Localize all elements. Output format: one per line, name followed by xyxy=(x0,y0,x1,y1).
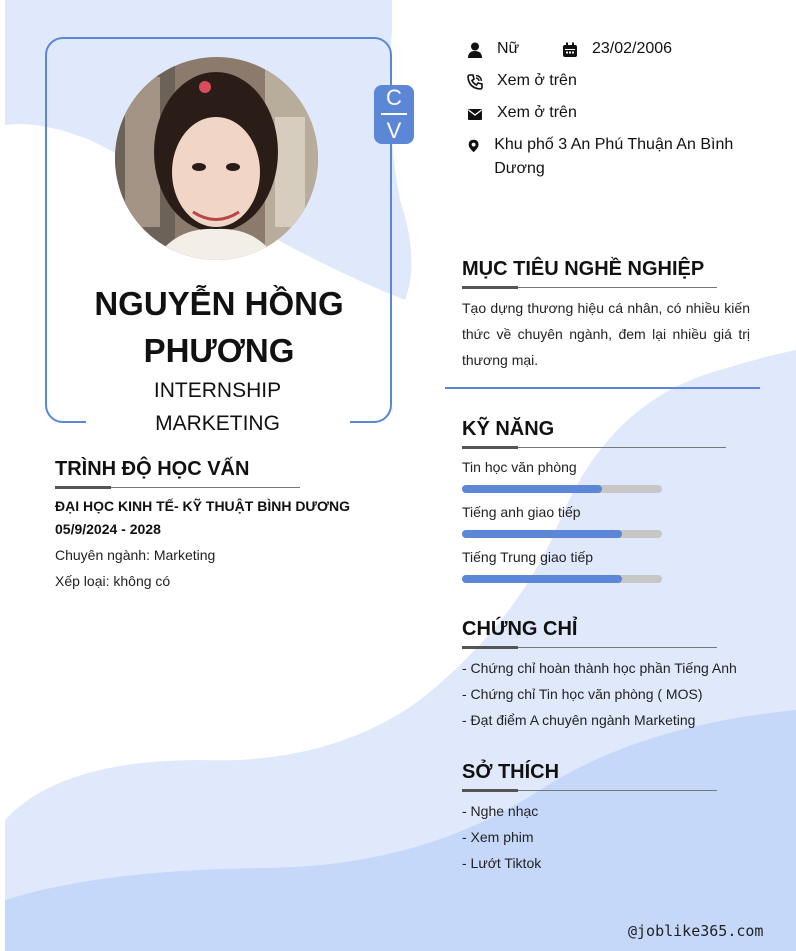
education-school: ĐẠI HỌC KINH TẾ- KỸ THUẬT BÌNH DƯƠNG xyxy=(55,498,350,514)
skill-bar-fill xyxy=(462,530,622,538)
contact-address xyxy=(467,136,737,181)
phone-icon xyxy=(467,74,483,90)
cv-badge-divider xyxy=(381,113,407,115)
education-period: 05/9/2024 - 2028 xyxy=(55,521,161,537)
list-item: - Nghe nhạc xyxy=(462,803,539,819)
objective-text: Tạo dựng thương hiệu cá nhân, có nhiều kiến thức về chuyên ngành, đem lại nhiều giá trị thương mại. xyxy=(462,300,750,368)
location-pin-icon xyxy=(467,138,480,154)
contact-gender xyxy=(467,40,519,61)
section-divider xyxy=(445,387,760,389)
list-item: - Đạt điểm A chuyên ngành Marketing xyxy=(462,712,696,728)
objective-rule xyxy=(462,286,717,289)
certificates-title: CHỨNG CHỈ xyxy=(462,618,578,640)
list-item: - Lướt Tiktok xyxy=(462,855,542,871)
skill-bar-fill xyxy=(462,575,622,583)
list-item: - Xem phim xyxy=(462,829,534,845)
list-item: - Chứng chỉ Tin học văn phòng ( MOS) xyxy=(462,686,703,702)
skill-bar-fill xyxy=(462,485,602,493)
skill-label: Tiếng Trung giao tiếp xyxy=(462,549,594,565)
skill-item xyxy=(462,549,662,583)
gender-value: Nữ xyxy=(497,40,520,57)
education-major: Chuyên ngành: Marketing xyxy=(55,547,216,563)
education-title: TRÌNH ĐỘ HỌC VẤN xyxy=(55,458,250,480)
certificates-list xyxy=(462,655,762,733)
phone-value: Xem ở trên xyxy=(497,72,577,89)
skills-rule xyxy=(462,446,726,449)
avatar xyxy=(115,57,318,260)
email-value: Xem ở trên xyxy=(497,104,577,121)
profile-role: INTERNSHIP MARKETING xyxy=(153,379,282,435)
cv-badge-bottom: V xyxy=(386,118,402,143)
education-block xyxy=(55,493,395,594)
skills-title: KỸ NĂNG xyxy=(462,418,555,440)
skill-item xyxy=(462,504,662,538)
footer-watermark: @joblike365.com xyxy=(628,922,764,940)
mail-icon xyxy=(467,106,483,122)
address-value: Khu phố 3 An Phú Thuận An Bình Dương xyxy=(494,136,734,177)
hobbies-title: SỞ THÍCH xyxy=(462,761,560,783)
contact-email xyxy=(467,104,577,125)
education-rule xyxy=(55,486,300,489)
hobbies-list xyxy=(462,798,742,876)
skill-bar xyxy=(462,530,662,538)
contact-phone xyxy=(467,72,577,93)
skill-label: Tiếng anh giao tiếp xyxy=(462,504,581,520)
cv-badge-top: C xyxy=(386,85,402,110)
calendar-icon xyxy=(562,42,578,58)
skill-label: Tin học văn phòng xyxy=(462,459,577,475)
skill-bar xyxy=(462,575,662,583)
hobbies-rule xyxy=(462,789,717,792)
birthday-value: 23/02/2006 xyxy=(592,40,673,57)
objective-title: MỤC TIÊU NGHỀ NGHIỆP xyxy=(462,258,705,280)
user-icon xyxy=(467,42,483,58)
skill-item xyxy=(462,459,662,493)
cv-badge xyxy=(374,85,414,144)
list-item: - Chứng chỉ hoàn thành học phần Tiếng Anh xyxy=(462,660,737,676)
profile-name: NGUYỄN HỒNG PHƯƠNG xyxy=(94,285,344,369)
certificates-rule xyxy=(462,646,717,649)
education-rank: Xếp loại: không có xyxy=(55,573,171,589)
skill-bar xyxy=(462,485,662,493)
contact-birthday xyxy=(562,40,672,61)
